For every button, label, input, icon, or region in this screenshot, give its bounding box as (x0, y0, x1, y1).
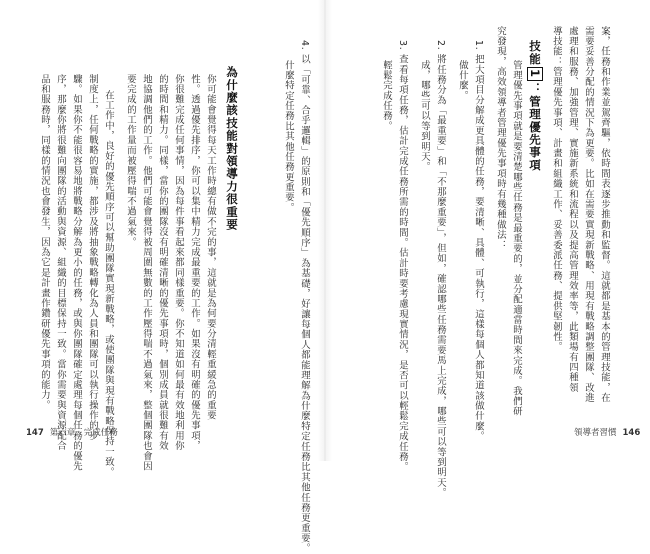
right-page-number: 146 (622, 428, 641, 438)
section-heading: 為什麼該技能對領導力很重要 (225, 66, 239, 232)
numbered-item-4: 4. 以「可靠、合乎邏輯」的原則和「優先順序」為基礎，好讓每個人都能理解為什麼特定任務比其他任務更重要。 (299, 40, 310, 554)
skill-intro-line-1: 管理優先事項就是要清楚哪些任務是最重要的，並分配適當時間來完成。我們研 (511, 60, 522, 417)
body-line-1: 你可能會覺得每天工作時總有做不完的事，這就是為何要分清輕重緩急的重要 (205, 74, 216, 421)
body-line-6: 要完成的工作量而被壓得喘不過氣來。 (125, 74, 136, 248)
left-page-number: 147 (26, 428, 44, 438)
numbered-item-1: 1. 把大項目分解成更具體的任務，要清晰、具體、可執行，這樣每個人都知道該做什麼。 (473, 40, 484, 442)
left-footer (20, 426, 118, 438)
body-line-4: 的時間和精力。同樣，當你的團隊沒有明確清晰的優先事項時，個別成員就很難有效 (157, 74, 168, 452)
skill-heading-text: ：管理優先事項 (528, 82, 542, 172)
intro-line-2: 需要妥善分配的情況下為更要。比如在需要實現新戰略、用現有戰略調整團隊、改進 (583, 26, 594, 404)
skill-heading (527, 40, 543, 172)
right-footer (574, 426, 646, 438)
body2-line-3: 驟。如果你不能很容易地將戰略分解為更小的任務，或與你團隊確定處理每個任務的優先 (71, 74, 82, 472)
body-line-5: 地協調他們的工作。他們可能會覺得被周圍無數的工作壓得喘不過氣來，整個團隊也會因 (141, 74, 152, 472)
body-line-2: 性。透過優先排序，你可以集中精力完成最重要的工作。如果沒有明確的優先事項， (189, 74, 200, 452)
body2-line-4: 序，那麼你將很難向團隊的活動與資源、組織的目標保持一致。當你需要與資源配合 (55, 74, 66, 452)
numbered-item-3: 3. 查看每項任務，估計完成任務所需的時間。估計時要考慮現實情況，是否可以輕鬆完成任務。 (397, 40, 408, 473)
body2-line-5: 品和服務時，同樣的情況也會發生，因為它是計畫作鑽研優先事項的能力。 (39, 74, 50, 411)
intro-line-3: 處理和服務、加強管理、實施新系統和流程以及提高管理效率等，此類場有四種領 (567, 26, 578, 393)
left-footer-chapter: 第六章 完成任務 (49, 428, 118, 438)
skill-number-box: 1 (528, 69, 542, 79)
numbered-item-3-cont: 輕鬆完成任務。 (381, 60, 392, 132)
body-line-3: 你很難完成任何事情，因為每件事看起來都同樣重要。你不知道如何最有效地利用你 (173, 74, 184, 452)
numbered-item-2: 2. 將任務分為「最重要」和「不那麼重要」，但如，確認哪些任務需要馬上完成，哪些可以等到明天。 (435, 40, 446, 498)
numbered-item-4-cont: 什麼特定任務比其他任務更重要。 (283, 60, 294, 213)
numbered-item-1-cont: 做什麼。 (457, 60, 468, 101)
body2-line-2: 制度上，任何戰略的實施，都涉及將抽象戰略轉化為人員和團隊可以執行操作的步 (87, 74, 98, 441)
numbered-item-2-cont: 成，哪些可以等到明天。 (419, 60, 430, 173)
right-footer-title: 領導者習慣 (574, 428, 617, 438)
intro-line-1: 案，任務和作業並駕齊驅，依時間表逐步推動和監督。這就都是基本的管理技能，在 (599, 26, 610, 404)
body2-line-1: 在工作中，良好的優先順序可以幫助團隊實現新戰略，或使團隊與現有戰略保持一致。 (103, 90, 114, 478)
skill-heading-prefix: 技能 (528, 40, 542, 66)
intro-line-4: 導技能：管理優先事項、計畫和組織工作、妥善委派任務、提供堅韌性。 (551, 26, 562, 353)
skill-intro-line-2: 究發現，高效領導者管理優先事項時有幾種做法： (495, 26, 506, 251)
book-gutter (324, 0, 326, 461)
